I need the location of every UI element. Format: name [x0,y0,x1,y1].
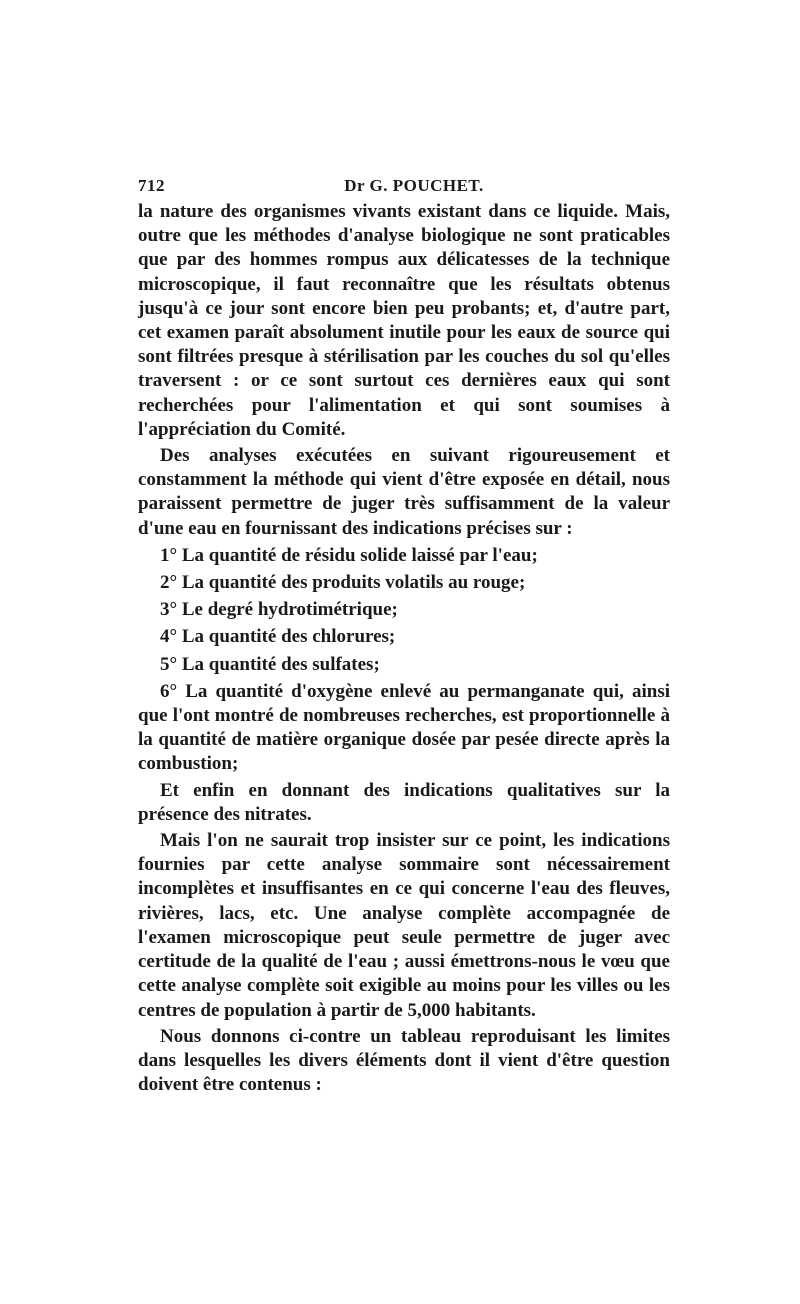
page [138,172,670,1097]
list-item-chlorures: 4° La quantité des chlorures; [160,626,396,648]
paragraph-nitrates: Et enfin en donnant des indications qualitatives sur la présence des nitrates. [138,779,670,825]
running-head [138,172,670,200]
paragraph-analyses: Des analyses exécutées en suivant rigoureusement et constamment la méthode qui vient d'être exposée en détail, nous paraissent permettre de juger très suffisamment de la valeur d'une eau en fournissant des indications précises sur : [138,445,670,539]
body-text [138,200,670,1097]
list-item-hydrotimetrique: 3° Le degré hydrotimétrique; [160,599,398,621]
list-item-oxygene: 6° La quantité d'oxygène enlevé au permanganate qui, ainsi que l'ont montré de nombreuses recherches, est proportionnelle à la quantité de matière organique dosée par pesée directe après la combustion; [138,680,670,775]
list-item-sulfates: 5° La quantité des sulfates; [160,653,380,675]
page-number: 712 [138,176,165,195]
paragraph-tableau: Nous donnons ci-contre un tableau reproduisant les limites dans lesquelles les divers éléments dont il vient d'être question doivent être contenus : [138,1025,670,1096]
list-item-residu: 1° La quantité de résidu solide laissé par l'eau; [160,544,538,566]
paragraph-insister: Mais l'on ne saurait trop insister sur ce point, les indications fournies par cette analyse sommaire sont nécessairement incomplètes et insuffisantes en ce qui concerne l'eau des fleuves, rivières, lacs, etc. Une analyse complète accompagnée de l'examen microscopique peut seule permettre de juger avec certitude de la qualité de l'eau ; aussi émettrons-nous le vœu que cette analyse complète soit exigible au moins pour les villes ou les centres de population à partir de 5,000 habitants. [138,830,670,1021]
list-item-produits-volatils: 2° La quantité des produits volatils au rouge; [160,572,526,594]
paragraph-continuation: la nature des organismes vivants existant dans ce liquide. Mais, outre que les méthodes d'analyse biologique ne sont praticables que par des hommes rompus aux délicatesses de la technique microscopique, il faut reconnaître que les résultats obtenus jusqu'à ce jour sont encore bien peu probants; et, d'autre part, cet examen paraît absolument inutile pour les eaux de source qui sont filtrées presque à stérilisation par les couches du sol qu'elles traversent : or ce sont surtout ces dernières eaux qui sont recherchées pour l'alimentation et qui sont soumises à l'appréciation du Comité. [138,201,670,440]
running-title: Dr G. POUCHET. [344,176,484,195]
